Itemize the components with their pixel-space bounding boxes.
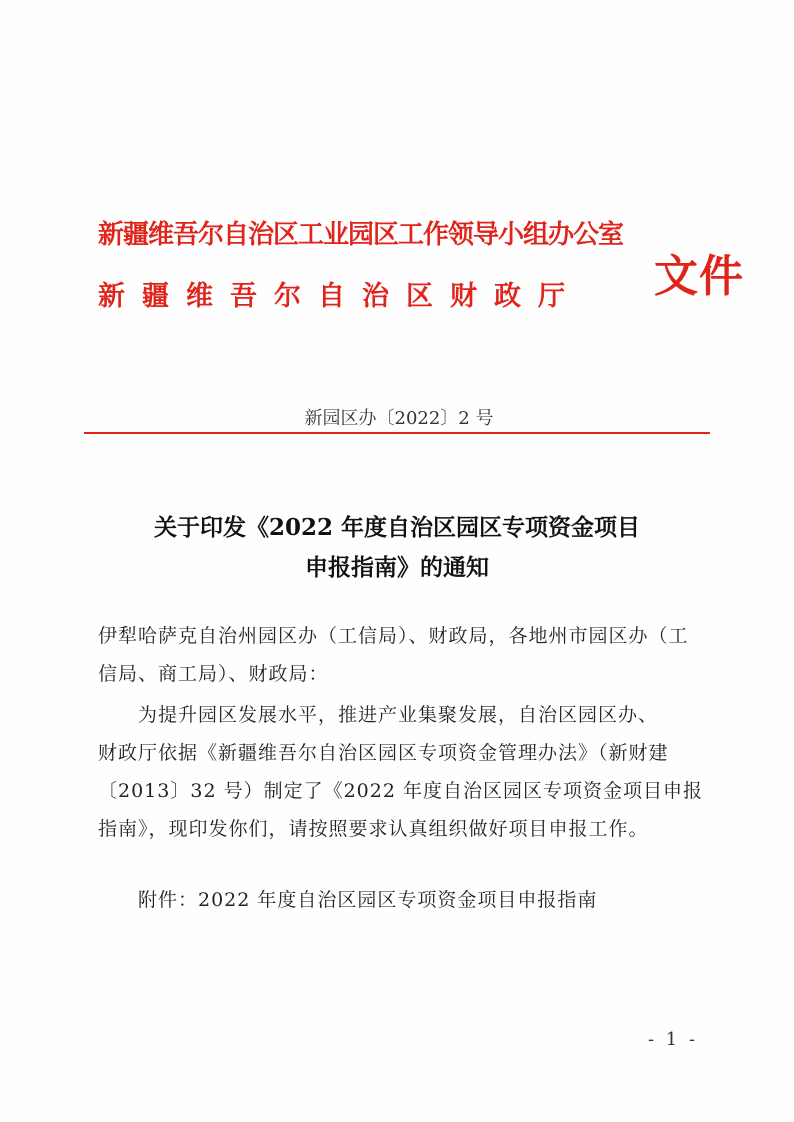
issuer-line-2: 新疆维吾尔自治区财政厅 bbox=[98, 281, 582, 312]
addressee-line-1: 伊犁哈萨克自治州园区办（工信局）、财政局，各地州市园区办（工 bbox=[98, 625, 689, 647]
attachment-line: 附件：2022 年度自治区园区专项资金项目申报指南 bbox=[98, 889, 598, 911]
addressee-line-2: 信局、商工局）、财政局： bbox=[98, 663, 329, 685]
document-type-label: 文件 bbox=[654, 251, 744, 302]
body-paragraph-line: 指南》，现印发你们，请按照要求认真组织做好项目申报工作。 bbox=[98, 818, 649, 840]
body-paragraph-line: 财政厅依据《新疆维吾尔自治区园区专项资金管理办法》（新财建 bbox=[98, 742, 669, 764]
document-number: 新园区办〔2022〕2 号 bbox=[304, 408, 494, 429]
red-divider-line bbox=[84, 432, 710, 434]
body-paragraph-line: 〔2013〕32 号）制定了《2022 年度自治区园区专项资金项目申报 bbox=[98, 780, 703, 802]
body-paragraph-line: 为提升园区发展水平，推进产业集聚发展，自治区园区办、 bbox=[98, 704, 659, 726]
notice-title-line-2: 申报指南》的通知 bbox=[305, 554, 489, 581]
page-number: - 1 - bbox=[648, 1029, 699, 1050]
notice-title-line-1: 关于印发《2022 年度自治区园区专项资金项目 bbox=[153, 514, 641, 541]
issuer-line-1: 新疆维吾尔自治区工业园区工作领导小组办公室 bbox=[98, 220, 624, 250]
